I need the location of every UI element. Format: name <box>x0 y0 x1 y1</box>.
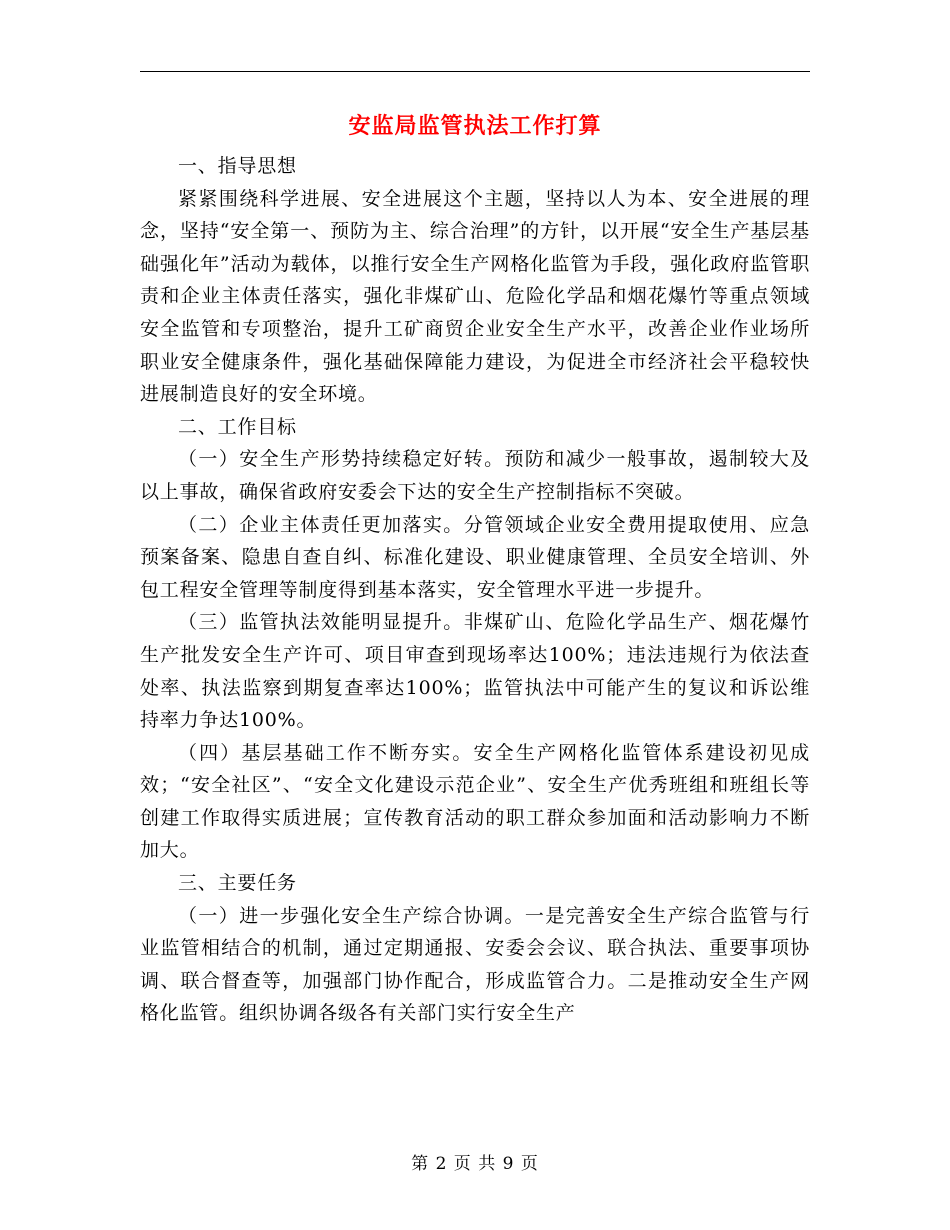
document-title: 安监局监管执法工作打算 <box>348 113 602 139</box>
document-body <box>140 150 810 1030</box>
body-paragraph: （二）企业主体责任更加落实。分管领域企业安全费用提取使用、应急预案备案、隐患自查自纠、标准化建设、职业健康管理、全员安全培训、外包工程安全管理等制度得到基本落实，安全管理水平进一步提升。 <box>140 513 810 601</box>
section-heading-work-goals: 二、工作目标 <box>178 415 297 438</box>
body-paragraph: （四）基层基础工作不断夯实。安全生产网格化监管体系建设初见成效；“安全社区”、“安全文化建设示范企业”、安全生产优秀班组和班组长等创建工作取得实质进展；宣传教育活动的职工群众参加面和活动影响力不断加大。 <box>140 741 810 862</box>
page-number-footer: 第 2 页 共 9 页 <box>411 1154 539 1174</box>
body-paragraph: （三）监管执法效能明显提升。非煤矿山、危险化学品生产、烟花爆竹生产批发安全生产许可、项目审查到现场率达100%；违法违规行为依法查处率、执法监察到期复查率达100%；监管执法中可能产生的复议和诉讼维持率力争达100%。 <box>140 611 810 732</box>
section-heading-guiding-ideology: 一、指导思想 <box>178 155 297 177</box>
body-paragraph: （一）安全生产形势持续稳定好转。预防和减少一般事故，遏制较大及以上事故，确保省政府安委会下达的安全生产控制指标不突破。 <box>140 448 810 503</box>
body-paragraph: （一）进一步强化安全生产综合协调。一是完善安全生产综合监管与行业监管相结合的机制，通过定期通报、安委会会议、联合执法、重要事项协调、联合督查等，加强部门协作配合，形成监管合力。二是推动安全生产网格化监管。组织协调各级各有关部门实行安全生产 <box>140 904 810 1025</box>
section-heading-main-tasks: 三、主要任务 <box>178 872 297 895</box>
body-paragraph: 紧紧围绕科学进展、安全进展这个主题，坚持以人为本、安全进展的理念，坚持“安全第一、预防为主、综合治理”的方针，以开展“安全生产基层基础强化年”活动为载体，以推行安全生产网格化监管为手段，强化政府监管职责和企业主体责任落实，强化非煤矿山、危险化学品和烟花爆竹等重点领域安全监管和专项整治，提升工矿商贸企业安全生产水平，改善企业作业场所职业安全健康条件，强化基础保障能力建设，为促进全市经济社会平稳较快进展制造良好的安全环境。 <box>140 187 810 406</box>
header-rule <box>140 71 810 72</box>
